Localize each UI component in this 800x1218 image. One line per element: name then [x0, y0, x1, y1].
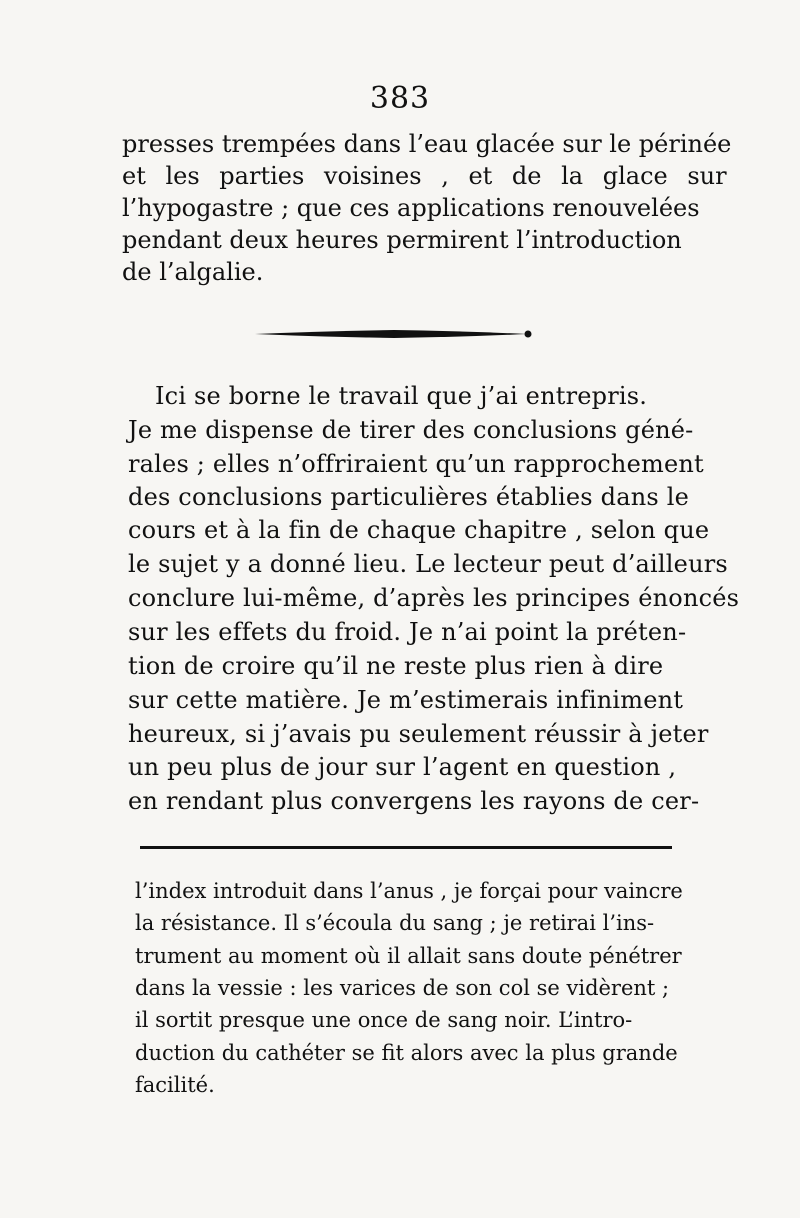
text-line: Je me dispense de tirer des conclusions géné- — [128, 416, 694, 444]
text-line: rales ; elles n’offriraient qu’un rapprochement — [128, 450, 704, 478]
text-line: en rendant plus convergens les rayons de cer- — [128, 787, 700, 815]
footnote-line: l’index introduit dans l’anus , je forçai pour vaincre — [135, 879, 683, 903]
page-number: 383 — [369, 81, 431, 116]
section-divider-ornament — [255, 328, 533, 340]
text-line: conclure lui-même, d’après les principes énoncés — [128, 584, 740, 612]
text-line: sur les effets du froid. Je n’ai point la préten- — [128, 618, 687, 646]
footnote-line: il sortit presque une once de sang noir. L’intro- — [135, 1008, 633, 1032]
footnote-line: trument au moment où il allait sans doute pénétrer — [135, 944, 682, 968]
text-line: de l’algalie. — [122, 258, 264, 286]
text-line: un peu plus de jour sur l’agent en question , — [128, 753, 677, 781]
text-line: presses trempées dans l’eau glacée sur le périnée — [122, 130, 732, 158]
text-line: l’hypogastre ; que ces applications renouvelées — [122, 194, 700, 222]
text-line: des conclusions particulières établies dans le — [128, 483, 689, 511]
footnote-line: duction du cathéter se fit alors avec la plus grande — [135, 1041, 678, 1065]
footnote-line: facilité. — [135, 1073, 215, 1097]
text-line: heureux, si j’avais pu seulement réussir à jeter — [128, 720, 709, 748]
text-line: tion de croire qu’il ne reste plus rien à dire — [128, 652, 664, 680]
footnote-rule — [140, 846, 672, 849]
footnote-line: la résistance. Il s’écoula du sang ; je retirai l’ins- — [135, 911, 655, 935]
text-line: pendant deux heures permirent l’introduction — [122, 226, 682, 254]
text-line: cours et à la fin de chaque chapitre , selon que — [128, 516, 710, 544]
text-line: le sujet y a donné lieu. Le lecteur peut d’ailleurs — [128, 550, 728, 578]
footnote-line: dans la vessie : les varices de son col se vidèrent ; — [135, 976, 670, 1000]
text-line: Ici se borne le travail que j’ai entrepris. — [155, 382, 648, 410]
text-line: et les parties voisines , et de la glace sur — [122, 162, 727, 190]
text-line: sur cette matière. Je m’estimerais infiniment — [128, 686, 684, 714]
